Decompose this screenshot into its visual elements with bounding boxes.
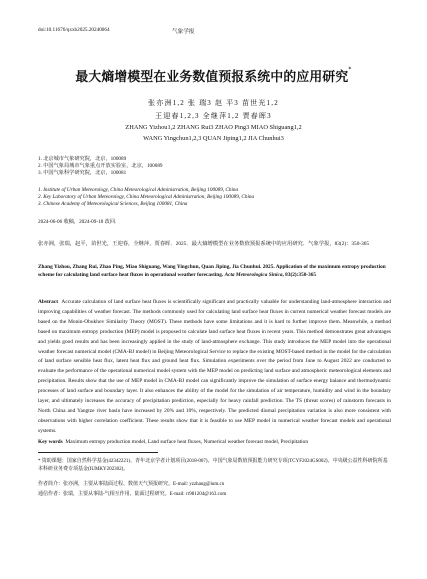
keywords-label: Key words — [38, 439, 63, 445]
paper-title — [20, 66, 407, 85]
affiliation-cn-2: 2. 中国气象局城市气象重点开放实验室，北京，100089 — [38, 163, 163, 169]
authors-en-line-2: WANG Yingchun1,2,3 QUAN Jiping1,2 JIA Chunhui3 — [143, 135, 284, 142]
footnote-corresponding: 通信作者：张瑞，主要从事陆-气相互作用、陆面过程研究。E-mail: rr981204@163.com — [38, 492, 227, 497]
citation-en-volume: , 83(2):350-365 — [282, 272, 317, 278]
authors-en-line-1: ZHANG Yizhou1,2 ZHANG Rui3 ZHAO Ping3 MIAO Shiguang1,2 — [125, 124, 302, 131]
title-footnote-mark: * — [348, 66, 352, 73]
affiliation-en-2: 2. Key Laboratory of Urban Meteorology, China Meteorological Administration, Beijing 100089, China — [38, 194, 255, 200]
abstract — [38, 298, 391, 437]
affiliation-cn-3: 3. 中国气象科学研究院，北京，100081 — [38, 170, 127, 176]
authors-cn-line-1: 张亦洲1,2 张 瑞3 赵 平3 苗世光1,2 — [148, 99, 279, 107]
abstract-text: Accurate calculation of land surface heat fluxes is scientifically significant and practically valuable for understanding land-atmosphere interaction and improving capabilities of weather forecast. The methods commonly used for calculating land surface heat fluxes in current numerical weather forecast models are based on the Monin-Obukhov Similarity Theory (MOST). These methods have some limitations and it is hard to further improve them. Meanwhile, a method based on maximum entropy production (MEP) model is proposed to calculate land surface heat fluxes in recent years. This method demonstrates great advantages and yields good results and has been increasingly applied in the study of land-atmosphere exchange. This study introduces the MEP model into the operational weather forecast numerical model (CMA-BJ model) in Beijing Meteorological Service to replace the existing MOST-based method in the model for the calculation of land surface sensible heat flux, latent heat flux and ground heat flux. Simulation experiments over the period from June to August 2022 are conducted to evaluate the performance of the operational numerical model system with the MEP model on predicting land surface and atmospheric meteorological elements and precipitation. Results show that the use of MEP model in CMA-BJ model can significantly improve the simulation of surface energy balance and thermodynamic processes of land surface and boundary layer. It also enhances the ability of the model for the simulation of air temperature, humidity and wind in the boundary layer, and ultimately increases the accuracy of precipitation prediction, especially for heavy rainfall prediction. The TS (threat scores) of rainstorm forecasts in North China and Yangtze river basin have increased by 20% and 10%, respectively. The predicted diurnal precipitation variation is also more consistent with observations with higher correlation coefficient. These results show that it is feasible to use MEP model in numerical weather forecast models and operational systems. — [38, 299, 392, 434]
footnote-divider — [38, 452, 158, 453]
citation-en — [38, 263, 391, 279]
affiliation-en-1: 1. Institute of Urban Meteorology, China Meteorological Administration, Beijing 100089, China — [38, 187, 239, 193]
affiliation-cn-1: 1. 北京城市气象研究院，北京，100089 — [38, 156, 127, 162]
footnote-author: 作者简介：张亦洲，主要从事陆面过程、数值天气预报研究。E-mail: yzzhang@ium.cn — [38, 482, 225, 487]
doi-text: doi:10.11676/qxxb2025.20240064 — [38, 27, 110, 33]
authors-cn-line-2: 王迎春1,2,3 全继萍1,2 贾春晖3 — [155, 112, 272, 120]
citation-en-journal: Acta Meteorologica Sinica — [224, 272, 283, 278]
journal-name: 气象学报 — [172, 29, 195, 35]
title-text: 最大熵增模型在业务数值预报系统中的应用研究 — [75, 70, 349, 85]
keywords-text: Maximum entropy production model, Land surface heat fluxes, Numerical weather forecast model, Precipitation — [65, 439, 309, 445]
footnote-funding: * 资助课题：国家自然科学基金(42342221)、青年北京学者计划项目(2018-007)、中国气象局数值预报能力研究专项(TCYF2024GS002)、中央级公益性科研院所基本科研业务费专项基金(IUMKY202302)。 — [38, 459, 388, 472]
affiliations-en — [38, 187, 398, 208]
affiliation-en-3: 3. Chinese Academy of Meteorological Sciences, Beijing 100081, China — [38, 201, 188, 207]
citation-en-text: Zhang Yizhou, Zhang Rui, Zhao Ping, Miao Shiguang, Wang Yingchun, Quan Jiping, Jia Chunhui. 2025. Application of the maximum entropy production scheme for calculating land surface heat fluxes in operational weather forecasting. — [38, 264, 386, 278]
received-dates: 2024-06-06 收稿，2024-09-18 改回. — [38, 219, 117, 225]
citation-cn: 张亦洲，张瑞，赵平，苗世光，王迎春，全继萍，贾春晖．2025．最大熵增模型在业务数值预报系统中的应用研究．气象学报，83(2)：350-365 — [38, 241, 370, 247]
keywords — [38, 439, 408, 445]
abstract-label: Abstract — [38, 299, 59, 305]
affiliations-cn — [38, 156, 398, 177]
